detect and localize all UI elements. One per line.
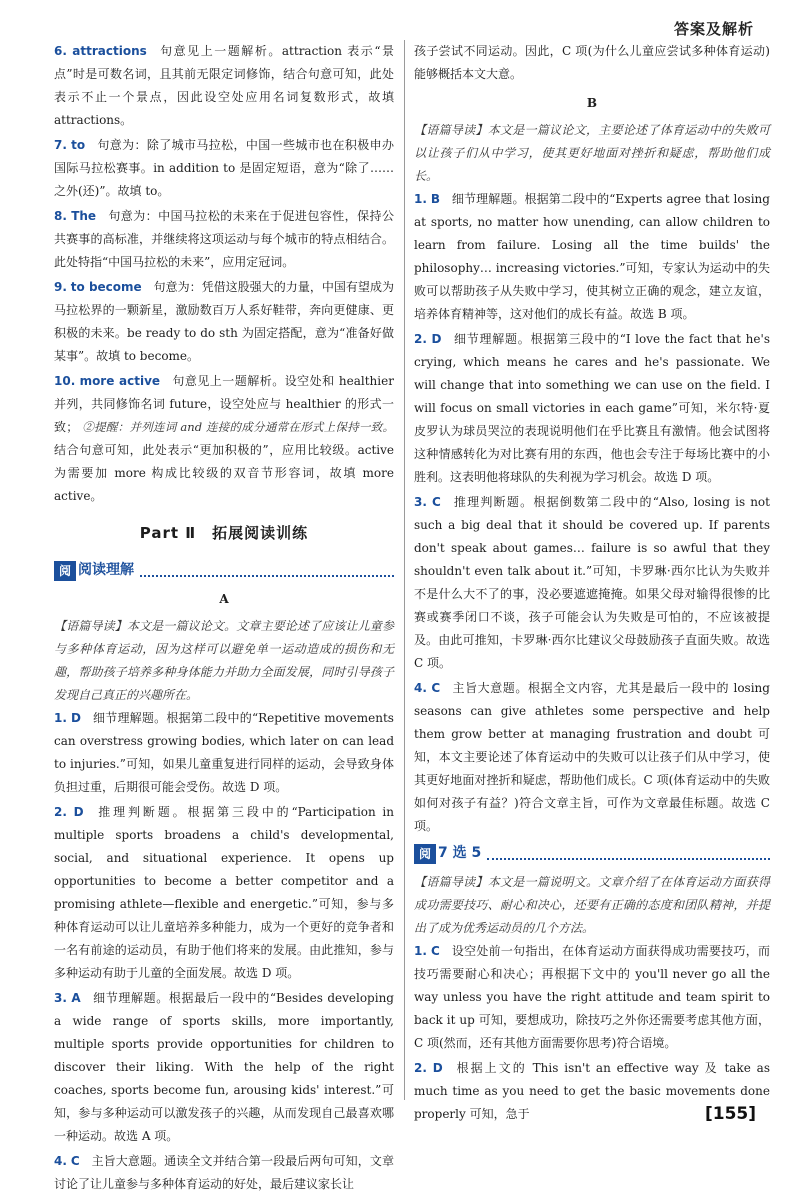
question-item	[54, 987, 394, 1148]
question-number: 2.	[414, 332, 427, 346]
item-explanation: 句意见上一题解析。attraction 表示“景点”时是可数名词，且其前无限定词修饰，结合句意可知，此处表示不止一个景点，因此设空处应用名词复数形式，故填 attractions。	[54, 44, 394, 127]
item-explanation: 句意为：除了城市马拉松，中国一些城市也在积极申办国际马拉松赛事。in addition to 是固定短语，意为“除了……之外(还)”。故填 to。	[54, 138, 394, 198]
passage-guide: 【语篇导读】本文是一篇议论文，主要论述了体育运动中的失败可以让孩子们从中学习，使其更好地面对挫折和疑虑，帮助他们成长。	[414, 123, 770, 183]
question-explanation: 主旨大意题。通读全文并结合第一段最后两句可知，文章讨论了让儿童参与多种体育运动的好处，最后建议家长让	[54, 1154, 394, 1191]
question-number: 2.	[54, 805, 67, 819]
answer-item-6	[54, 40, 394, 132]
passage-guide: 【语篇导读】本文是一篇说明文。文章介绍了在体育运动方面获得成功需要技巧、耐心和决心，还要有正确的态度和团队精神，并提出了成为优秀运动员的几个方法。	[414, 875, 770, 935]
question-answer: C	[430, 944, 440, 958]
column-divider	[404, 40, 405, 1100]
item-number: 6.	[54, 44, 67, 58]
question-item	[414, 677, 770, 838]
item-number: 7.	[54, 138, 67, 152]
question-answer: D	[70, 711, 81, 725]
question-answer: D	[432, 1061, 443, 1075]
section-seven-choose-five	[414, 842, 770, 865]
question-answer: D	[431, 332, 442, 346]
question-explanation: 根据上文的 This isn't an effective way 及 take as much time as you need to get the basic movements done properly 可知，急于	[414, 1061, 770, 1121]
right-column	[414, 40, 770, 1128]
question-answer: C	[432, 495, 441, 509]
item-explanation: 句意见上一题解析。设空处和 healthier 并列，共同修饰名词 future，设空处应与 healthier 的形式一致；	[54, 374, 394, 434]
left-column	[54, 40, 394, 1198]
passage-guide: 【语篇导读】本文是一篇议论文。文章主要论述了应该让儿童参与多种体育运动，因为这样可以避免单一运动造成的损伤和无趣，帮助孩子培养多种身体能力并助力全面发展，同时引导孩子发现自己真正的兴趣所在。	[54, 619, 394, 702]
item-number: 9.	[54, 280, 67, 294]
answer-item-10	[54, 370, 394, 508]
section-tag: 阅	[54, 561, 76, 581]
page-number: [155]	[704, 1104, 756, 1124]
question-explanation: 推理判断题。根据第三段中的“Participation in multiple sports broadens a child's developmental, social, and situational experience. It opens up opportunities to become a better competitor and a promising athlete—flexible and energetic.”可知，参与多种体育运动可以让儿童培养多种能力，成为一个更好的竞争者和一名有前途的运动员，有助于他们将来的发展。由此推知，参与多种运动有助于儿童的全面发展。故选 D 项。	[54, 805, 394, 980]
question-item	[54, 1150, 394, 1196]
question-answer: A	[71, 991, 81, 1005]
question-explanation: 主旨大意题。根据全文内容，尤其是最后一段中的 losing seasons can give athletes some perspective and help them grow better at managing frustration and doubt 可知，本文主要论述了体育运动中的失败可以让孩子们从中学习，使其更好地面对挫折和疑虑，帮助他们成长。C 项(体育运动中的失败如何对孩子有益？)符合文章主旨，可作为文章最佳标题。故选 C 项。	[414, 681, 770, 833]
answer-item-8	[54, 205, 394, 274]
question-number: 1.	[414, 192, 427, 206]
question-item	[414, 188, 770, 326]
question-item	[414, 491, 770, 675]
continued-text: 孩子尝试不同运动。因此，C 项(为什么儿童应尝试多种体育运动)能够概括本文大意。	[414, 44, 770, 81]
question-explanation: 细节理解题。根据最后一段中的“Besides developing a wide range of sports skills, more importantly, multiple sports provide opportunities for children to discover their liking. With the help of the right coaches, sports become fun, arousing kids' interest.”可知，参与多种运动可以激发孩子的兴趣，从而发现自己最喜欢哪一种运动。故选 A 项。	[54, 991, 394, 1143]
section-tag: 阅	[414, 844, 436, 864]
answer-item-7	[54, 134, 394, 203]
answer-item-9	[54, 276, 394, 368]
item-number: 8.	[54, 209, 67, 223]
section-dots	[140, 565, 394, 577]
question-number: 3.	[414, 495, 427, 509]
question-answer: D	[73, 805, 84, 819]
item-explanation: 句意为：凭借这股强大的力量，中国有望成为马拉松界的一颗新星，激励数百万人系好鞋带，奔向更健康、更积极的未来。be ready to do sth 为固定搭配，意为“准备好做某事”。故填 to become。	[54, 280, 394, 363]
item-answer: The	[71, 209, 97, 223]
item-explanation-cont: 结合句意可知，此处表示“更加积极的”，应用比较级。active 为需要加 more 构成比较级的双音节形容词，故填 more active。	[54, 443, 394, 503]
passage-letter: B	[586, 96, 598, 110]
question-number: 1.	[414, 944, 427, 958]
section-name: 阅读理解	[78, 562, 135, 578]
question-item	[54, 707, 394, 799]
item-number: 10.	[54, 374, 76, 388]
item-answer: more active	[79, 374, 161, 388]
reminder-note: ②提醒：并列连词 and 连接的成分通常在形式上保持一致。	[82, 420, 394, 434]
header-title: 答案及解析	[673, 20, 754, 38]
question-number: 3.	[54, 991, 67, 1005]
question-explanation: 设空处前一句指出，在体育运动方面获得成功需要技巧，而技巧需要耐心和决心；再根据下文中的 you'll never go all the way unless you have the right attitude and team spirit to back it up 可知，要想成功，除技巧之外你还需要考虑其他方面，C 项(然而，还有其他方面需要你思考)符合语境。	[414, 944, 770, 1050]
section-name: 7 选 5	[438, 845, 482, 861]
question-answer: B	[430, 192, 440, 206]
question-item	[414, 328, 770, 489]
question-answer: C	[431, 681, 441, 695]
question-number: 4.	[414, 681, 427, 695]
question-number: 4.	[54, 1154, 67, 1168]
item-answer: to	[71, 138, 86, 152]
question-explanation: 推理判断题。根据倒数第二段中的“Also, losing is not such a big deal that it should be covered up. If parents don't speak about games… failure is so awful that they shouldn't even talk about it.”可知，卡罗琳·西尔比认为失败并不是什么大不了的事，没必要遮遮掩掩。如果父母对输得很惨的比赛或赛季闭口不谈，孩子可能会认为失败是可怕的，不应该被提及。由此可推知，卡罗琳·西尔比建议父母鼓励孩子直面失败。故选 C 项。	[414, 495, 770, 670]
section-reading	[54, 559, 394, 582]
question-item	[54, 801, 394, 985]
section-dots	[487, 848, 770, 860]
question-number: 2.	[414, 1061, 427, 1075]
passage-letter: A	[219, 592, 229, 606]
question-answer: C	[70, 1154, 80, 1168]
question-explanation: 细节理解题。根据第二段中的“Experts agree that losing at sports, no matter how unending, can allow children to learn from failure. Losing all the time builds' the philosophy… increasing victories.”可知，专家认为运动中的失败可以帮助孩子从失败中学习，使其树立正确的观念，建立友谊，培养体育精神等，这对他们的成长有益。故选 B 项。	[414, 192, 770, 321]
item-answer: attractions	[72, 44, 147, 58]
question-item	[414, 940, 770, 1055]
part-title: Part Ⅱ 拓展阅读训练	[139, 524, 309, 542]
question-explanation: 细节理解题。根据第三段中的“I love the fact that he's crying, which means he cares and he's passionate. We will change that into something we can use on the field. I will focus on small victories in each game”可知，米尔特·夏皮罗认为球员哭泣的表现说明他们在乎比赛且有激情。他会试图将这种情感转化为对比赛有用的东西，他也会专注于每场比赛中的小胜利。这表明他将球队的失利视为学习机会。故选 D 项。	[414, 332, 770, 484]
item-answer: to become	[70, 280, 142, 294]
question-number: 1.	[54, 711, 67, 725]
question-explanation: 细节理解题。根据第二段中的“Repetitive movements can overstress growing bodies, which later on can lead to injuries.”可知，如果儿童重复进行同样的运动，会导致身体负担过重，后期很可能会受伤。故选 D 项。	[54, 711, 394, 794]
item-explanation: 句意为：中国马拉松的未来在于促进包容性，保持公共赛事的高标准，并继续将这项运动与每个城市的特点相结合。此处特指“中国马拉松的未来”，应用定冠词。	[54, 209, 394, 269]
